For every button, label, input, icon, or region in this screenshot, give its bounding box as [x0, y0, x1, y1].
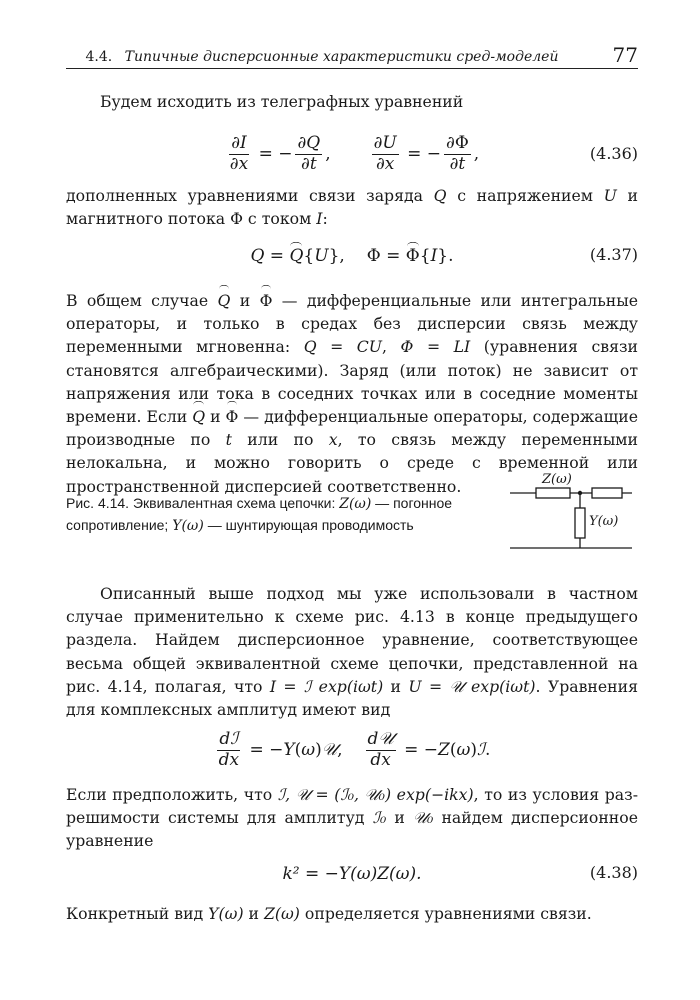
- equation-4-38-number: (4.38): [589, 863, 638, 882]
- equation-4-38-body: k² = −Y(ω)Z(ω).: [282, 864, 422, 884]
- running-head-title: [66, 49, 578, 65]
- paragraph-approach: Описанный выше подход мы уже использовали в частном случае применительно к схеме рис. 4.13 в конце предыдущего раздела. Найдем дисперсионное уравнение, соответствующее весьма общей эквивалентной схеме цепочки, представленной на рис. 4.14, полагая, что I = ℐ exp(iωt) и U = 𝒰 exp(iωt). Уравнения для комплексных амплитуд имеют вид: [66, 584, 638, 720]
- section-number: 4.4.: [85, 49, 113, 65]
- label-z: Z(ω): [542, 472, 572, 487]
- equation-4-36: [66, 128, 638, 180]
- equation-4-38: [66, 858, 638, 890]
- equation-amplitudes-body: $\frac{\text{dℐ}}{dx}$ = − Y ( ω ) 𝒰 , $\frac{\text{d𝒰}}{dx}$ = − Z ( ω ) ℐ .: [218, 728, 491, 770]
- paragraph-solvability: Если предположить, что ℐ, 𝒰 = (ℐ₀, 𝒰₀) exp(−ikx), то из условия разрешимости системы для амплитуд ℐ₀ и 𝒰₀ найдем дисперсионное уравнение: [66, 785, 638, 851]
- paragraph-conclusion: Конкретный вид Y(ω) и Z(ω) определяется уравнениями связи.: [66, 904, 592, 923]
- shunt-admittance: [575, 508, 585, 538]
- equation-4-37-number: (4.37): [589, 245, 638, 264]
- series-impedance-right: [592, 488, 622, 498]
- equation-4-36-number: (4.36): [589, 144, 638, 163]
- paragraph-intro: Будем исходить из телеграфных уравнений: [100, 92, 464, 111]
- series-impedance-left: [536, 488, 570, 498]
- running-head: [66, 44, 638, 69]
- equation-4-37: [66, 240, 638, 272]
- equation-4-36-body: $\frac{\partial I}{\partial x}$ = − $\frac{\partial Q}{\partial t}$ , $\frac{\partial U}{\partial x}$ = − $\frac{\partial\Phi}{\partial t}$ ,: [229, 132, 480, 174]
- label-y: Y(ω): [589, 514, 619, 529]
- section-title: Типичные дисперсионные характеристики сред-моделей: [124, 49, 559, 65]
- paragraph-coupling: дополненных уравнениями связи заряда Q с напряжением U и магнитного потока Φ с током I:: [66, 186, 639, 229]
- equivalent-circuit-diagram: [508, 470, 634, 554]
- equation-amplitudes: [66, 724, 638, 776]
- paragraph-dispersion: В общем случае Q и Φ — дифференциальные или интегральные операторы, и только в средах без дисперсии связь между переменными мгновенна: Q = CU, Φ = LI (уравнения связи становятся алгебраическими). Заряд (или поток) не зависит от напряжения или тока в соседних точках или в соседние моменты времени. Если Q и Φ — дифференциальные операторы, содержащие производные по t или по x, то связь между переменными нелокальна, и можно говорить о среде с временной или пространственной дисперсией соответственно.: [66, 291, 639, 496]
- page-number: 77: [612, 43, 638, 67]
- equation-4-37-body: Q = Q { U }, Φ = Φ { I }.: [250, 246, 454, 266]
- figure-caption: Рис. 4.14. Эквивалентная схема цепочки: Z(ω) — погонное сопротивление; Y(ω) — шунтирующая проводимость: [66, 495, 453, 534]
